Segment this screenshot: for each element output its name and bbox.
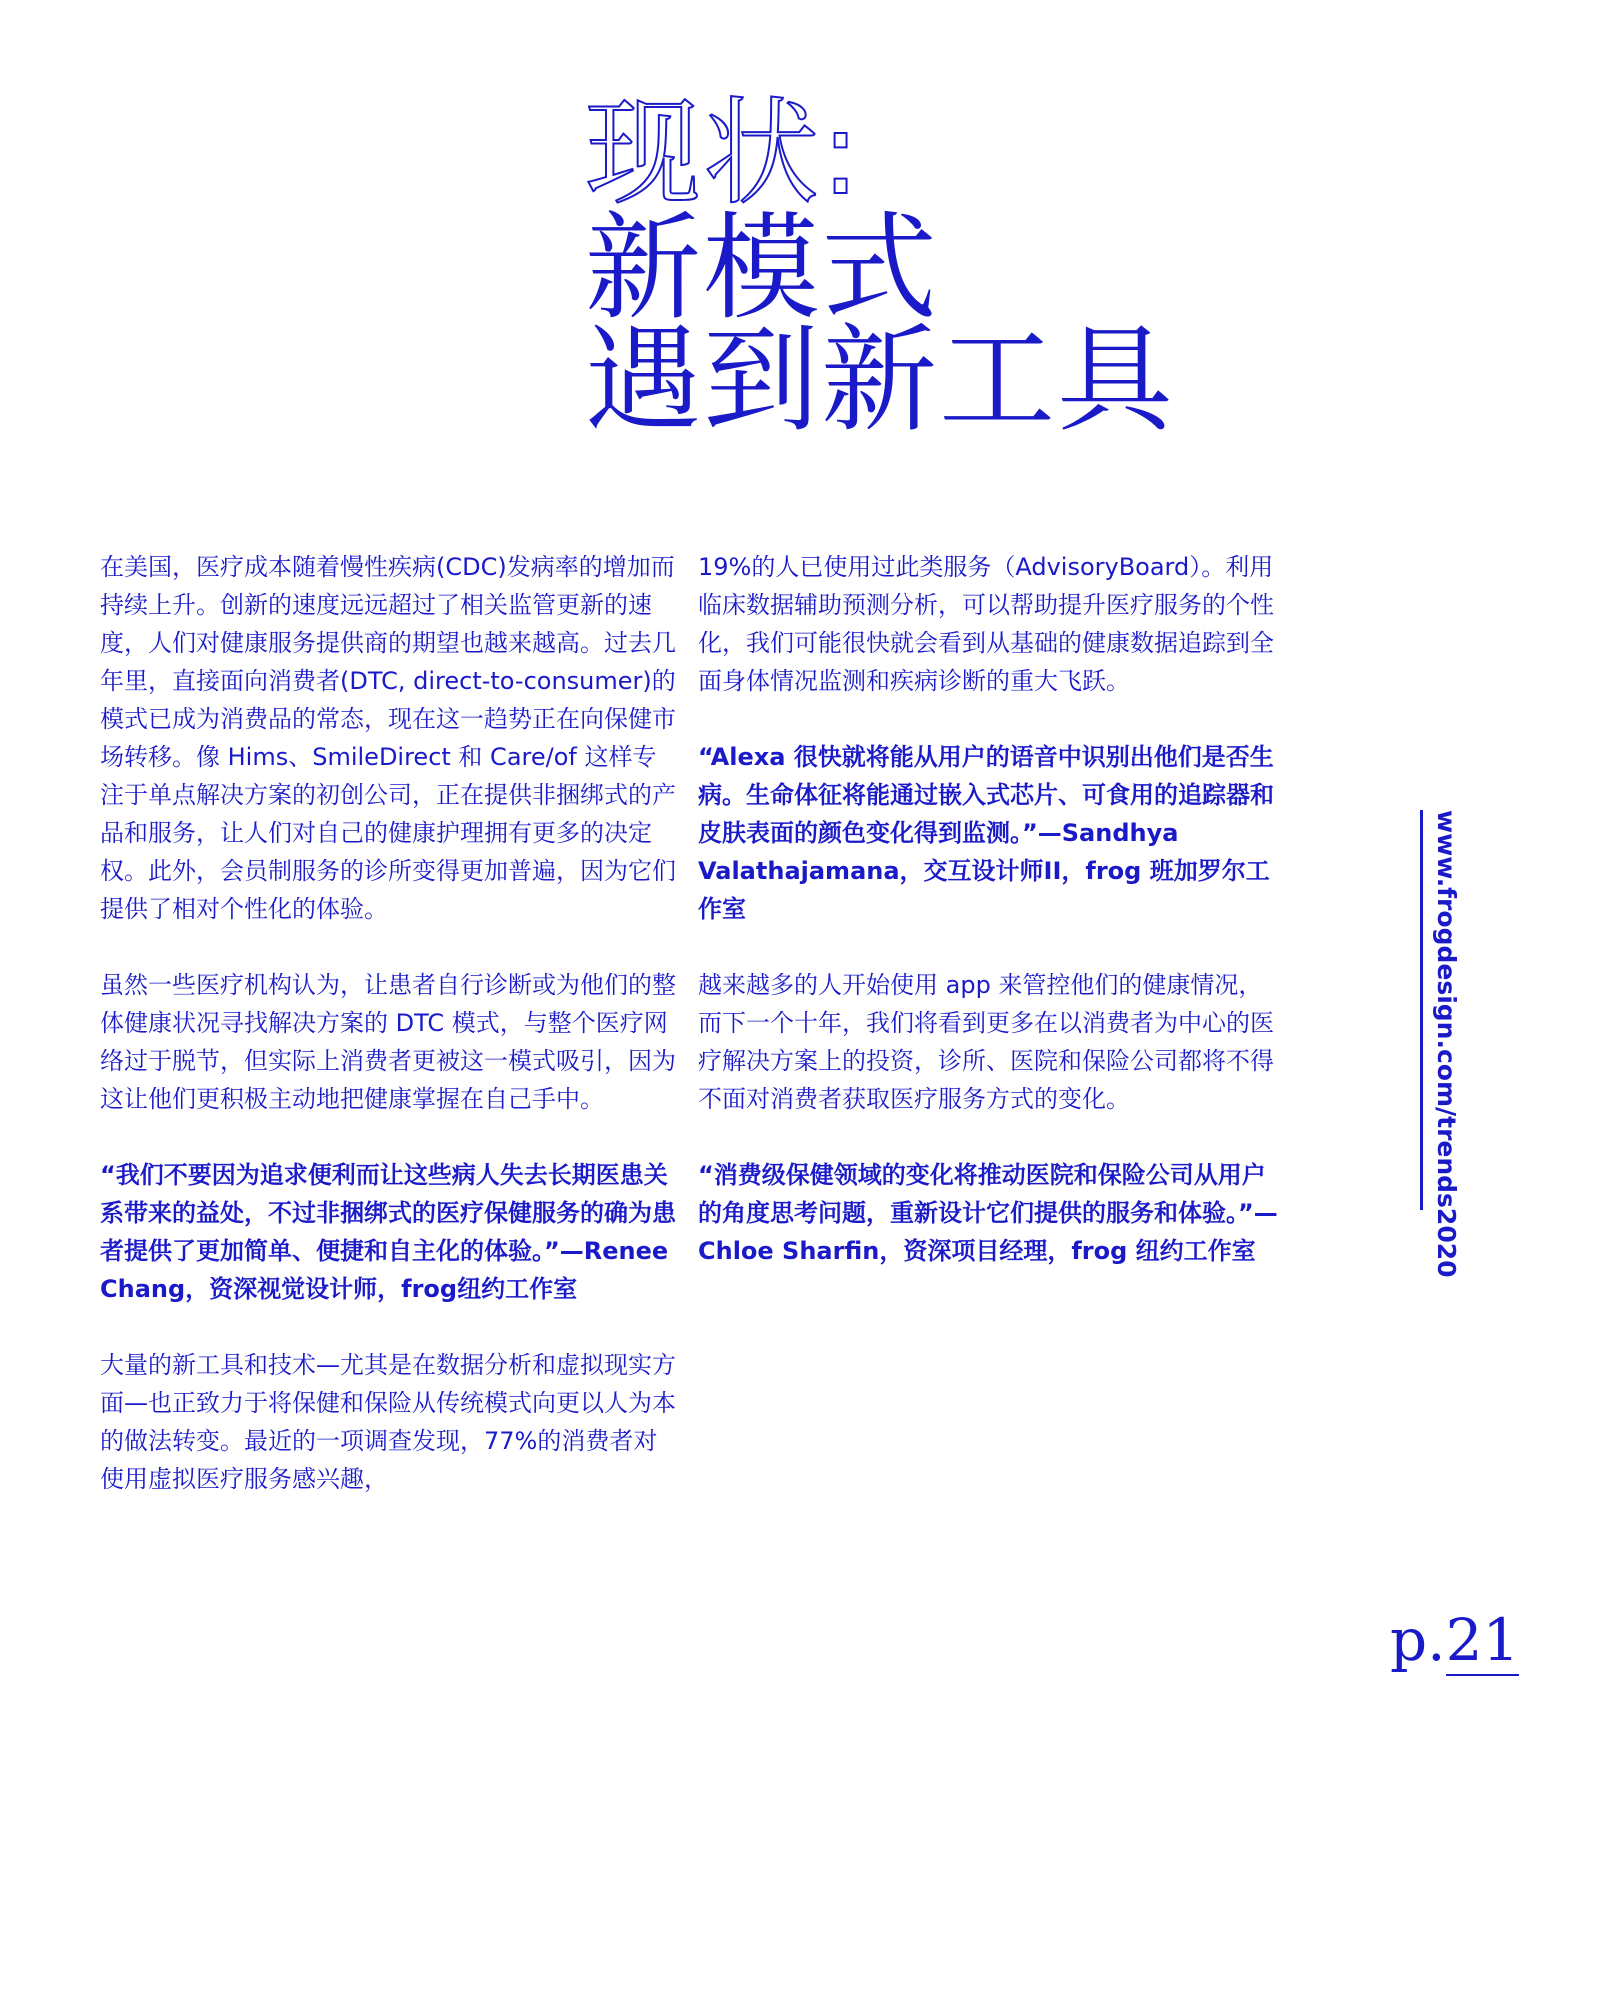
side-url-link[interactable]: www.frogdesign.com/trends2020 xyxy=(1420,810,1464,1210)
right-paragraph-1: 19%的人已使用过此类服务（AdvisoryBoard）。利用临床数据辅助预测分析，可以帮助提升医疗服务的个性化，我们可能很快就会看到从基础的健康数据追踪到全面身体情况监测和疾病诊断的重大飞跃。 xyxy=(698,553,1274,695)
left-paragraph-1: 在美国，医疗成本随着慢性疾病(CDC)发病率的增加而持续上升。创新的速度远远超过了相关监管更新的速度，人们对健康服务提供商的期望也越来越高。过去几年里，直接面向消费者(DTC, direct-to-consumer)的模式已成为消费品的常态，现在这一趋势正在向保健市场转移。像 Hims、SmileDirect 和 Care/of 这样专注于单点解决方案的初创公司，正在提供非捆绑式的产品和服务，让人们对自己的健康护理拥有更多的决定权。此外，会员制服务的诊所变得更加普遍，因为它们提供了相对个性化的体验。 xyxy=(100,553,676,923)
left-column xyxy=(100,548,680,1536)
right-quote-1: “Alexa 很快就将能从用户的语音中识别出他们是否生病。生命体征将能通过嵌入式芯片、可食用的追踪器和皮肤表面的颜色变化得到监测。”—Sandhya Valathajamana，交互设计师II，frog 班加罗尔工作室 xyxy=(698,743,1274,923)
page-number-prefix: p. xyxy=(1390,1606,1446,1674)
page-number xyxy=(1390,1605,1519,1675)
left-paragraph-3: 大量的新工具和技术—尤其是在数据分析和虚拟现实方面—也正致力于将保健和保险从传统模式向更以人为本的做法转变。最近的一项调查发现，77%的消费者对使用虚拟医疗服务感兴趣， xyxy=(100,1351,676,1493)
title-line-2: 新模式 xyxy=(585,201,939,336)
title-line-3: 遇到新工具 xyxy=(585,313,1175,448)
page-number-value: 21 xyxy=(1445,1606,1520,1674)
title-line-outline: 现状: xyxy=(585,86,863,221)
right-paragraph-2: 越来越多的人开始使用 app 来管控他们的健康情况，而下一个十年，我们将看到更多在以消费者为中心的医疗解决方案上的投资，诊所、医院和保险公司都将不得不面对消费者获取医疗服务方式的变化。 xyxy=(698,971,1274,1113)
left-quote-1: “我们不要因为追求便利而让这些病人失去长期医患关系带来的益处，不过非捆绑式的医疗保健服务的确为患者提供了更加简单、便捷和自主化的体验。”—Renee Chang，资深视觉设计师，frog纽约工作室 xyxy=(100,1161,676,1303)
right-column xyxy=(698,548,1278,1308)
page-title xyxy=(585,86,1285,448)
left-paragraph-2: 虽然一些医疗机构认为，让患者自行诊断或为他们的整体健康状况寻找解决方案的 DTC 模式，与整个医疗网络过于脱节，但实际上消费者更被这一模式吸引，因为这让他们更积极主动地把健康掌握在自己手中。 xyxy=(100,971,676,1113)
right-quote-2: “消费级保健领域的变化将推动医院和保险公司从用户的角度思考问题，重新设计它们提供的服务和体验。”—Chloe Sharfin，资深项目经理，frog 纽约工作室 xyxy=(698,1161,1278,1265)
